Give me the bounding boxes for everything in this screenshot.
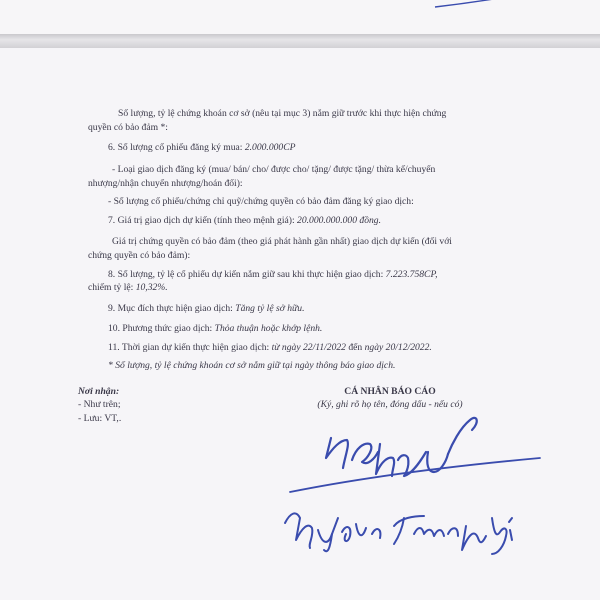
item-7-label: 7. Giá trị giao dịch dự kiến (tính theo mệnh giá): [108,215,298,226]
para1-line2: quyền có bảo đảm *: [88,122,168,133]
footnote: * Số lượng, tỷ lệ chứng khoán cơ sở nắm giữ tại ngày thông báo giao dịch. [108,360,396,371]
para1-line1: Số lượng, tỷ lệ chứng khoán cơ sở (nêu tại mục 3) nắm giữ trước khi thực hiện chứng [118,108,447,119]
item-11-to: ngày 20/12/2022. [364,342,432,353]
signature-note: (Ký, ghi rõ họ tên, đóng dấu - nếu có) [317,399,463,410]
recipient-item: - Lưu: VT,. [78,413,122,424]
gia-tri-cq-line2: chứng quyền có bảo đảm): [88,250,191,261]
recipients-title: Nơi nhận: [78,386,120,397]
item-9-value: Tăng tỷ lệ sở hữu. [235,303,305,314]
item-8-line1-value: 7.223.758CP, [385,269,438,280]
item-11-from-label: từ [271,342,282,353]
item-10-label: 10. Phương thức giao dịch: [108,323,215,334]
recipient-item: - Như trên; [78,399,121,410]
item-6-value: 2.000.000CP [244,142,296,153]
item-9-label: 9. Mục đích thực hiện giao dịch: [108,303,236,314]
previous-page-pen-stroke [0,0,600,34]
gia-tri-cq-line1: Giá trị chứng quyền có bảo đảm (theo giá phát hành gần nhất) giao dịch dự kiến (đối với [112,236,452,247]
item-8-line2-value: 10,32%. [135,282,168,293]
item-11-to-label: đến [345,342,365,353]
page-separator [0,34,600,48]
loai-gd-line1: - Loại giao dịch đăng ký (mua/ bán/ cho/ được cho/ tặng/ được tặng/ thừa kế/chuyển [112,164,436,175]
handwritten-name [0,48,600,600]
item-10-value: Thỏa thuận hoặc khớp lệnh. [214,323,323,334]
signature-title: CÁ NHÂN BÁO CÁO [344,386,436,397]
loai-gd-line2: nhượng/nhận chuyển nhượng/hoán đổi): [88,178,243,189]
item-11-from: ngày 22/11/2022 [281,342,346,353]
item-8-line1-label: 8. Số lượng, tỷ lệ cổ phiếu dự kiến nắm giữ sau khi thực hiện giao dịch: [108,269,386,280]
item-11-label: 11. Thời gian dự kiến thực hiện giao dịch: [108,342,272,353]
item-6-label: 6. Số lượng cổ phiếu đăng ký mua: [108,142,245,153]
so-luong-dang-ky: - Số lượng cổ phiếu/chứng chỉ quỹ/chứng quyền có bảo đảm đăng ký giao dịch: [108,196,414,207]
document-page [0,48,600,600]
previous-page-bottom [0,0,600,34]
item-7-value: 20.000.000.000 đồng. [297,215,381,226]
item-8-line2-label: chiếm tỷ lệ: [88,282,136,293]
